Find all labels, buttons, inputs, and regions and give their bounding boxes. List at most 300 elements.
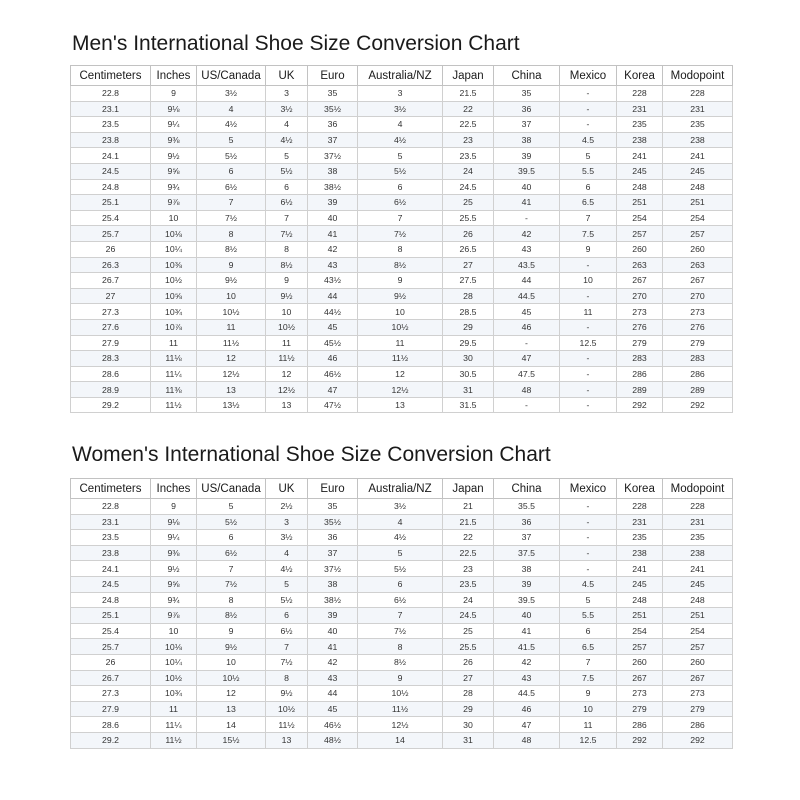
table-cell: 46½ <box>308 717 358 733</box>
table-cell: 42 <box>494 226 560 242</box>
table-cell: 3½ <box>358 101 443 117</box>
table-cell: 9 <box>197 257 266 273</box>
table-cell: 29.2 <box>71 732 151 748</box>
table-cell: 9⅝ <box>151 163 197 179</box>
table-cell: 12½ <box>197 366 266 382</box>
table-cell: 12 <box>197 686 266 702</box>
table-cell: 40 <box>308 623 358 639</box>
table-cell: 13 <box>197 701 266 717</box>
table-cell: 6 <box>266 179 308 195</box>
table-cell: 12 <box>266 366 308 382</box>
table-cell: 10½ <box>358 686 443 702</box>
table-cell: 46 <box>494 701 560 717</box>
table-cell: 11 <box>560 304 617 320</box>
table-cell: 8 <box>266 670 308 686</box>
table-cell: 10½ <box>197 304 266 320</box>
table-cell: 4½ <box>358 132 443 148</box>
table-cell: 3½ <box>266 530 308 546</box>
table-cell: 257 <box>617 639 663 655</box>
table-cell: 12 <box>197 351 266 367</box>
table-cell: 267 <box>617 670 663 686</box>
table-row <box>71 195 733 211</box>
table-cell: 238 <box>617 545 663 561</box>
table-cell: 13 <box>266 732 308 748</box>
table-cell: 10⅛ <box>151 639 197 655</box>
table-cell: 7 <box>358 210 443 226</box>
table-row <box>71 608 733 624</box>
table-cell: - <box>494 397 560 413</box>
table-cell: 29 <box>443 319 494 335</box>
table-cell: 42 <box>308 654 358 670</box>
table-cell: 9⅛ <box>151 101 197 117</box>
table-cell: 37½ <box>308 561 358 577</box>
header-row <box>71 479 733 499</box>
table-cell: 4.5 <box>560 132 617 148</box>
column-header: Inches <box>151 66 197 86</box>
table-cell: 251 <box>663 608 733 624</box>
table-cell: 47 <box>494 717 560 733</box>
column-header: Mexico <box>560 479 617 499</box>
table-cell: 292 <box>617 732 663 748</box>
table-cell: 35½ <box>308 101 358 117</box>
table-cell: 24.5 <box>71 163 151 179</box>
table-cell: 267 <box>663 670 733 686</box>
column-header: Japan <box>443 479 494 499</box>
table-cell: 283 <box>663 351 733 367</box>
table-cell: 9½ <box>151 561 197 577</box>
table-cell: 9⅜ <box>151 545 197 561</box>
table-cell: 45 <box>308 701 358 717</box>
table-row <box>71 132 733 148</box>
table-cell: - <box>560 117 617 133</box>
table-cell: 7 <box>358 608 443 624</box>
table-cell: 10⅞ <box>151 319 197 335</box>
table-cell: 28.6 <box>71 366 151 382</box>
table-row <box>71 273 733 289</box>
table-cell: 5 <box>197 132 266 148</box>
table-row <box>71 686 733 702</box>
table-cell: 10¾ <box>151 686 197 702</box>
table-cell: 9¼ <box>151 117 197 133</box>
column-header: Centimeters <box>71 479 151 499</box>
table-cell: 8½ <box>358 257 443 273</box>
table-cell: 30.5 <box>443 366 494 382</box>
table-cell: 35½ <box>308 514 358 530</box>
column-header: Centimeters <box>71 66 151 86</box>
table-cell: 3 <box>266 514 308 530</box>
table-cell: 13 <box>266 397 308 413</box>
table-cell: 46½ <box>308 366 358 382</box>
table-cell: 3½ <box>266 101 308 117</box>
table-cell: 45 <box>308 319 358 335</box>
table-cell: 11½ <box>266 717 308 733</box>
table-cell: - <box>560 382 617 398</box>
table-cell: 9 <box>151 499 197 515</box>
table-cell: 25.7 <box>71 639 151 655</box>
table-cell: 260 <box>663 241 733 257</box>
table-cell: 238 <box>663 545 733 561</box>
table-cell: 10½ <box>197 670 266 686</box>
table-cell: 23 <box>443 132 494 148</box>
column-header: Japan <box>443 66 494 86</box>
table-cell: 248 <box>617 179 663 195</box>
table-cell: 38 <box>494 561 560 577</box>
table-cell: 23.5 <box>443 148 494 164</box>
table-cell: 254 <box>663 210 733 226</box>
table-cell: 37 <box>494 530 560 546</box>
table-cell: 8½ <box>197 608 266 624</box>
table-cell: 24.5 <box>71 576 151 592</box>
table-cell: 9⅞ <box>151 608 197 624</box>
table-cell: 22.8 <box>71 499 151 515</box>
table-cell: 28.5 <box>443 304 494 320</box>
table-cell: 235 <box>617 117 663 133</box>
table-cell: 9 <box>197 623 266 639</box>
table-row <box>71 701 733 717</box>
table-cell: 9 <box>151 86 197 102</box>
table-cell: 292 <box>663 397 733 413</box>
table-cell: 6 <box>358 179 443 195</box>
table-cell: 5 <box>358 545 443 561</box>
table-cell: 10¼ <box>151 654 197 670</box>
table-cell: 279 <box>663 701 733 717</box>
table-cell: 43 <box>494 241 560 257</box>
table-cell: 35 <box>308 499 358 515</box>
table-cell: 4 <box>266 545 308 561</box>
table-cell: 7½ <box>358 623 443 639</box>
table-cell: 241 <box>663 561 733 577</box>
table-cell: 5½ <box>266 163 308 179</box>
table-cell: 9½ <box>358 288 443 304</box>
table-cell: 26 <box>443 226 494 242</box>
table-cell: - <box>560 101 617 117</box>
table-cell: 7½ <box>266 226 308 242</box>
table-cell: 40 <box>494 179 560 195</box>
table-cell: 10½ <box>358 319 443 335</box>
table-cell: - <box>560 561 617 577</box>
table-cell: 6½ <box>266 195 308 211</box>
header-row <box>71 66 733 86</box>
table-cell: 254 <box>617 623 663 639</box>
table-cell: 235 <box>663 117 733 133</box>
table-cell: 6 <box>358 576 443 592</box>
table-cell: 39 <box>494 576 560 592</box>
table-cell: 42 <box>308 241 358 257</box>
table-cell: 254 <box>617 210 663 226</box>
table-cell: 251 <box>617 608 663 624</box>
table-cell: 8 <box>197 226 266 242</box>
table-cell: 9⅞ <box>151 195 197 211</box>
column-header: Australia/NZ <box>358 66 443 86</box>
table-cell: 270 <box>617 288 663 304</box>
table-cell: 9½ <box>266 686 308 702</box>
table-cell: 43½ <box>308 273 358 289</box>
women-chart-title: Women's International Shoe Size Conversion Chart <box>72 443 551 466</box>
table-cell: 273 <box>663 304 733 320</box>
table-cell: 8 <box>266 241 308 257</box>
table-cell: 9¾ <box>151 179 197 195</box>
table-cell: 48½ <box>308 732 358 748</box>
table-cell: 24.5 <box>443 608 494 624</box>
column-header: Euro <box>308 66 358 86</box>
table-cell: 4 <box>197 101 266 117</box>
table-cell: 27.5 <box>443 273 494 289</box>
table-cell: 9½ <box>197 639 266 655</box>
table-cell: 27.6 <box>71 319 151 335</box>
table-row <box>71 499 733 515</box>
table-cell: 29.2 <box>71 397 151 413</box>
table-cell: 3 <box>358 86 443 102</box>
table-cell: 27.9 <box>71 701 151 717</box>
table-cell: 9⅛ <box>151 514 197 530</box>
table-cell: 5½ <box>358 561 443 577</box>
table-cell: 7 <box>560 210 617 226</box>
table-cell: - <box>560 397 617 413</box>
table-cell: 10 <box>358 304 443 320</box>
table-cell: 11⅛ <box>151 351 197 367</box>
table-cell: 248 <box>663 592 733 608</box>
table-cell: 273 <box>617 304 663 320</box>
column-header: China <box>494 479 560 499</box>
table-cell: 10⅝ <box>151 288 197 304</box>
table-cell: 248 <box>663 179 733 195</box>
table-cell: 241 <box>663 148 733 164</box>
table-cell: 3½ <box>358 499 443 515</box>
table-cell: 4½ <box>197 117 266 133</box>
table-cell: 231 <box>663 101 733 117</box>
table-cell: 13½ <box>197 397 266 413</box>
column-header: Euro <box>308 479 358 499</box>
table-cell: 22.5 <box>443 117 494 133</box>
table-cell: 3 <box>266 86 308 102</box>
table-row <box>71 179 733 195</box>
table-cell: 9½ <box>151 148 197 164</box>
table-cell: 25.5 <box>443 210 494 226</box>
table-cell: 24.1 <box>71 148 151 164</box>
table-cell: 29.5 <box>443 335 494 351</box>
table-cell: 9 <box>358 273 443 289</box>
table-cell: 38 <box>494 132 560 148</box>
table-cell: 257 <box>663 226 733 242</box>
table-cell: 21.5 <box>443 514 494 530</box>
table-cell: 24 <box>443 592 494 608</box>
table-cell: 22.8 <box>71 86 151 102</box>
table-cell: 44.5 <box>494 686 560 702</box>
table-cell: 14 <box>197 717 266 733</box>
table-cell: 42 <box>494 654 560 670</box>
men-chart-title: Men's International Shoe Size Conversion Chart <box>72 32 520 55</box>
table-cell: 38½ <box>308 592 358 608</box>
table-row <box>71 148 733 164</box>
table-cell: 5½ <box>358 163 443 179</box>
table-cell: 11½ <box>197 335 266 351</box>
table-cell: 40 <box>308 210 358 226</box>
table-cell: 10⅜ <box>151 257 197 273</box>
table-cell: - <box>494 210 560 226</box>
table-cell: 23.5 <box>71 117 151 133</box>
table-cell: 267 <box>617 273 663 289</box>
table-cell: 23.5 <box>443 576 494 592</box>
table-cell: 37.5 <box>494 545 560 561</box>
table-cell: 36 <box>494 514 560 530</box>
table-cell: 26.7 <box>71 273 151 289</box>
table-cell: 11 <box>151 335 197 351</box>
table-cell: 14 <box>358 732 443 748</box>
table-cell: 8½ <box>358 654 443 670</box>
table-cell: 260 <box>617 241 663 257</box>
table-cell: 7.5 <box>560 226 617 242</box>
table-cell: 6½ <box>197 179 266 195</box>
table-row <box>71 366 733 382</box>
table-cell: 8 <box>358 241 443 257</box>
table-cell: 6 <box>266 608 308 624</box>
table-cell: 11 <box>151 701 197 717</box>
column-header: US/Canada <box>197 66 266 86</box>
men-size-table <box>70 65 733 413</box>
column-header: Australia/NZ <box>358 479 443 499</box>
table-row <box>71 117 733 133</box>
table-cell: 10¾ <box>151 304 197 320</box>
table-cell: 292 <box>663 732 733 748</box>
table-cell: 44½ <box>308 304 358 320</box>
table-cell: 228 <box>663 86 733 102</box>
table-row <box>71 382 733 398</box>
table-cell: 26.7 <box>71 670 151 686</box>
table-cell: 24.8 <box>71 179 151 195</box>
table-cell: 6½ <box>266 623 308 639</box>
table-row <box>71 576 733 592</box>
table-cell: 31 <box>443 382 494 398</box>
table-cell: 7½ <box>266 654 308 670</box>
table-cell: 238 <box>617 132 663 148</box>
table-cell: 47½ <box>308 397 358 413</box>
table-cell: 9 <box>358 670 443 686</box>
column-header: UK <box>266 479 308 499</box>
column-header: Inches <box>151 479 197 499</box>
table-cell: 241 <box>617 561 663 577</box>
column-header: China <box>494 66 560 86</box>
table-cell: 12.5 <box>560 732 617 748</box>
table-row <box>71 335 733 351</box>
table-cell: 4½ <box>266 561 308 577</box>
table-row <box>71 732 733 748</box>
table-cell: 279 <box>617 335 663 351</box>
table-cell: 286 <box>617 366 663 382</box>
table-cell: 12½ <box>358 717 443 733</box>
table-cell: 10½ <box>266 319 308 335</box>
table-cell: 10½ <box>266 701 308 717</box>
table-cell: 4 <box>266 117 308 133</box>
table-cell: 228 <box>617 499 663 515</box>
table-cell: 37½ <box>308 148 358 164</box>
table-row <box>71 530 733 546</box>
table-cell: 26 <box>71 241 151 257</box>
table-cell: 21 <box>443 499 494 515</box>
table-cell: 235 <box>617 530 663 546</box>
table-cell: 279 <box>663 335 733 351</box>
table-row <box>71 592 733 608</box>
table-cell: 22 <box>443 530 494 546</box>
table-cell: 7.5 <box>560 670 617 686</box>
table-cell: 22.5 <box>443 545 494 561</box>
table-row <box>71 717 733 733</box>
table-cell: 10 <box>151 210 197 226</box>
table-cell: 6.5 <box>560 195 617 211</box>
women-size-table <box>70 478 733 749</box>
table-cell: - <box>560 319 617 335</box>
table-cell: 48 <box>494 732 560 748</box>
table-cell: 9 <box>266 273 308 289</box>
table-cell: 267 <box>663 273 733 289</box>
table-cell: 7½ <box>197 576 266 592</box>
table-cell: 36 <box>308 117 358 133</box>
table-cell: 23.8 <box>71 545 151 561</box>
table-cell: 5½ <box>266 592 308 608</box>
table-cell: 21.5 <box>443 86 494 102</box>
table-cell: 7½ <box>358 226 443 242</box>
table-cell: 257 <box>663 639 733 655</box>
table-cell: 10¼ <box>151 241 197 257</box>
table-cell: 25 <box>443 623 494 639</box>
table-row <box>71 288 733 304</box>
table-cell: 44 <box>308 686 358 702</box>
table-cell: 5 <box>266 148 308 164</box>
table-cell: 10 <box>197 288 266 304</box>
table-cell: 24.5 <box>443 179 494 195</box>
table-cell: 6½ <box>358 195 443 211</box>
table-cell: 7 <box>560 654 617 670</box>
table-cell: 22 <box>443 101 494 117</box>
table-row <box>71 241 733 257</box>
table-cell: 6 <box>197 163 266 179</box>
table-cell: - <box>560 514 617 530</box>
column-header: US/Canada <box>197 479 266 499</box>
table-cell: 45½ <box>308 335 358 351</box>
table-cell: 11½ <box>358 701 443 717</box>
table-cell: 9½ <box>197 273 266 289</box>
table-cell: 39.5 <box>494 592 560 608</box>
table-cell: 241 <box>617 148 663 164</box>
table-cell: 10½ <box>151 670 197 686</box>
table-cell: 5 <box>358 148 443 164</box>
table-cell: 28.3 <box>71 351 151 367</box>
table-cell: 46 <box>308 351 358 367</box>
table-cell: 245 <box>663 576 733 592</box>
table-cell: 5.5 <box>560 163 617 179</box>
table-cell: 31.5 <box>443 397 494 413</box>
table-cell: 251 <box>617 195 663 211</box>
table-cell: 5½ <box>197 148 266 164</box>
table-cell: 35 <box>308 86 358 102</box>
table-cell: 47 <box>308 382 358 398</box>
column-header: UK <box>266 66 308 86</box>
table-cell: 26.3 <box>71 257 151 273</box>
table-cell: 44 <box>308 288 358 304</box>
table-cell: 6.5 <box>560 639 617 655</box>
table-cell: 228 <box>617 86 663 102</box>
table-cell: 13 <box>358 397 443 413</box>
table-cell: 11½ <box>151 397 197 413</box>
table-cell: 41.5 <box>494 639 560 655</box>
table-cell: 270 <box>663 288 733 304</box>
table-cell: 248 <box>617 592 663 608</box>
table-cell: 41 <box>494 195 560 211</box>
table-cell: - <box>560 288 617 304</box>
table-cell: 273 <box>617 686 663 702</box>
table-cell: 48 <box>494 382 560 398</box>
table-cell: 30 <box>443 717 494 733</box>
table-cell: 27.3 <box>71 304 151 320</box>
